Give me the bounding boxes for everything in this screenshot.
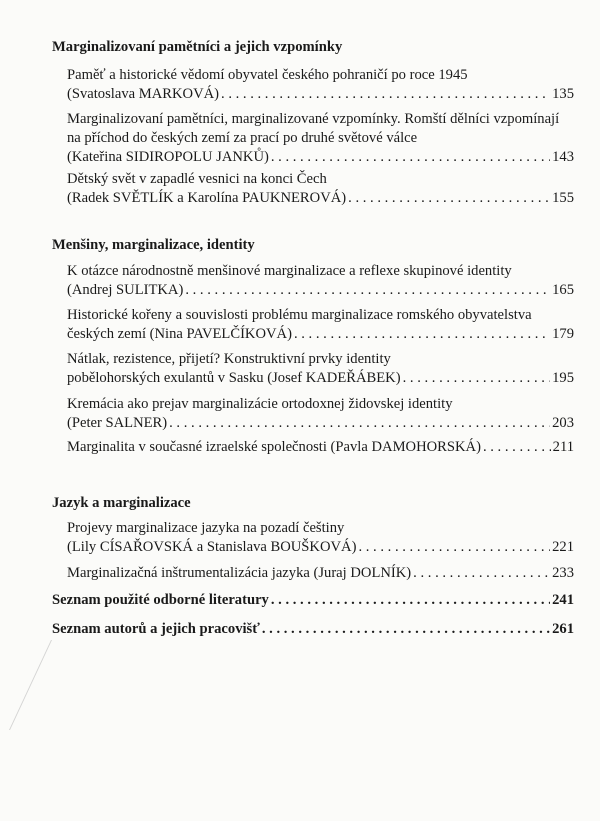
page-number: 241 [552,592,574,608]
entry-author-or-title: (Radek SVĚTLÍK a Karolína PAUKNEROVÁ) [67,190,347,206]
toc-entry [67,438,574,457]
scan-mark [9,640,92,730]
dot-leader [169,414,550,433]
page-number: 233 [552,565,574,581]
toc-entry-final-line [52,620,574,639]
entry-title-line: Dětský svět v zapadlé vesnici na konci Čech [67,171,327,187]
toc-entry-back-matter [52,591,574,610]
page-number: 261 [552,621,574,637]
page-number: 179 [552,326,574,342]
entry-title-line: na příchod do českých zemí za prací po druhé světové válce [67,130,418,146]
toc-entry-final-line [52,591,574,610]
toc-entry [67,110,574,167]
page-number: 203 [552,415,574,431]
toc-entry [67,395,574,433]
entry-title-line: Paměť a historické vědomí obyvatel českého pohraničí po roce 1945 [67,67,468,83]
entry-author-or-title: Marginalizačná inštrumentalizácia jazyka (Juraj DOLNÍK) [67,565,412,581]
toc-entry [67,66,574,104]
dot-leader [413,564,550,583]
entry-author-or-title: Seznam použité odborné literatury [52,592,269,608]
section-heading: Jazyk a marginalizace [52,495,191,511]
toc-entry [67,306,574,344]
toc-entry-final-line [67,189,574,208]
dot-leader [185,281,550,300]
page-number: 221 [552,539,574,555]
dot-leader [348,189,550,208]
dot-leader [358,538,550,557]
dot-leader [262,620,550,639]
entry-title-line: Kremácia ako prejav marginalizácie ortodoxnej židovskej identity [67,396,453,412]
dot-leader [403,369,551,388]
toc-entry-final-line [67,438,574,457]
toc-entry [67,262,574,300]
entry-author-or-title: Seznam autorů a jejich pracovišť [52,621,260,637]
section-heading: Marginalizovaní pamětníci a jejich vzpomínky [52,39,343,55]
entry-author-or-title: (Andrej SULITKA) [67,282,184,298]
dot-leader [271,148,550,167]
toc-entry-final-line [67,414,574,433]
page-number: 165 [552,282,574,298]
entry-author-or-title: (Peter SALNER) [67,415,168,431]
toc-entry [67,519,574,557]
page-number: 155 [552,190,574,206]
entry-author-or-title: Marginalita v současné izraelské společnosti (Pavla DAMOHORSKÁ) [67,439,481,455]
entry-title-line: Marginalizovaní pamětníci, marginalizované vzpomínky. Romští dělníci vzpomínají [67,111,560,127]
entry-author-or-title: (Svatoslava MARKOVÁ) [67,86,220,102]
dot-leader [483,438,551,457]
toc-entry-back-matter [52,620,574,639]
page-number: 195 [552,370,574,386]
toc-entry-final-line [67,538,574,557]
dot-leader [294,325,550,344]
toc-entry-final-line [67,281,574,300]
toc-entry-final-line [67,85,574,104]
section-heading: Menšiny, marginalizace, identity [52,237,255,253]
entry-author-or-title: českých zemí (Nina PAVELČÍKOVÁ) [67,326,292,342]
entry-author-or-title: (Kateřina SIDIROPOLU JANKŮ) [67,149,269,165]
dot-leader [221,85,550,104]
entry-title-line: Projevy marginalizace jazyka na pozadí češtiny [67,520,345,536]
toc-entry-final-line [67,325,574,344]
toc-entry-final-line [67,148,574,167]
toc-entry [67,170,574,208]
entry-title-line: Historické kořeny a souvislosti problému marginalizace romského obyvatelstva [67,307,532,323]
entry-author-or-title: (Lily CÍSAŘOVSKÁ a Stanislava BOUŠKOVÁ) [67,539,357,555]
page-number: 143 [552,149,574,165]
toc-entry-final-line [67,369,574,388]
dot-leader [271,591,550,610]
toc-entry [67,564,574,583]
toc-entry-final-line [67,564,574,583]
toc-entry [67,350,574,388]
page-number: 211 [552,439,574,455]
entry-title-line: K otázce národnostně menšinové marginalizace a reflexe skupinové identity [67,263,512,279]
entry-author-or-title: pobělohorských exulantů v Sasku (Josef KADEŘÁBEK) [67,370,401,386]
page-number: 135 [552,86,574,102]
entry-title-line: Nátlak, rezistence, přijetí? Konstruktivní prvky identity [67,351,391,367]
